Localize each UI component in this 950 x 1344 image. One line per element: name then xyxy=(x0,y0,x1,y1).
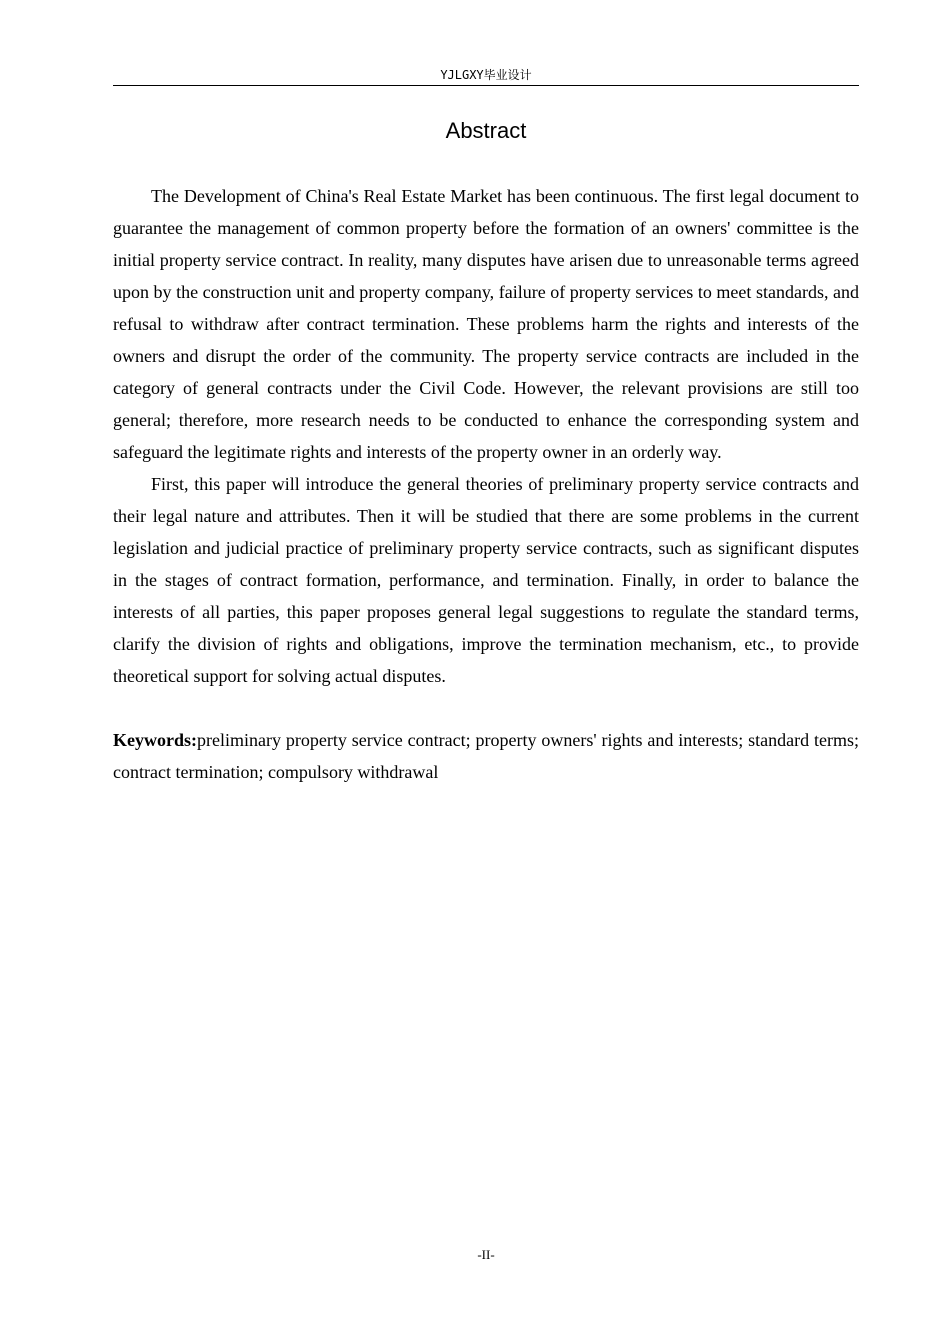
abstract-paragraph-2: First, this paper will introduce the general theories of preliminary property service contracts and their legal nature and attributes. Then it will be studied that there are some problems in the current legislation and judicial practice of preliminary property service contracts, such as significant disputes in the stages of contract formation, performance, and termination. Finally, in order to balance the interests of all parties, this paper proposes general legal suggestions to regulate the standard terms, clarify the division of rights and obligations, improve the termination mechanism, etc., to provide theoretical support for solving actual disputes. xyxy=(113,474,859,686)
running-header: YJLGXY毕业设计 xyxy=(440,68,532,82)
abstract-body xyxy=(113,180,859,788)
keywords-label: Keywords: xyxy=(113,730,197,750)
page-number: -II- xyxy=(477,1247,495,1262)
keywords-line xyxy=(113,724,859,788)
abstract-title: Abstract xyxy=(445,118,527,143)
header-rule xyxy=(113,85,859,86)
keywords-text: preliminary property service contract; property owners' rights and interests; standard terms; contract termination; compulsory withdrawal xyxy=(113,730,859,782)
abstract-paragraph-1: The Development of China's Real Estate Market has been continuous. The first legal document to guarantee the management of common property before the formation of an owners' committee is the initial property service contract. In reality, many disputes have arisen due to unreasonable terms agreed upon by the construction unit and property company, failure of property services to meet standards, and refusal to withdraw after contract termination. These problems harm the rights and interests of the owners and disrupt the order of the community. The property service contracts are included in the category of general contracts under the Civil Code. However, the relevant provisions are still too general; therefore, more research needs to be conducted to enhance the corresponding system and safeguard the legitimate rights and interests of the property owner in an orderly way. xyxy=(113,186,859,462)
